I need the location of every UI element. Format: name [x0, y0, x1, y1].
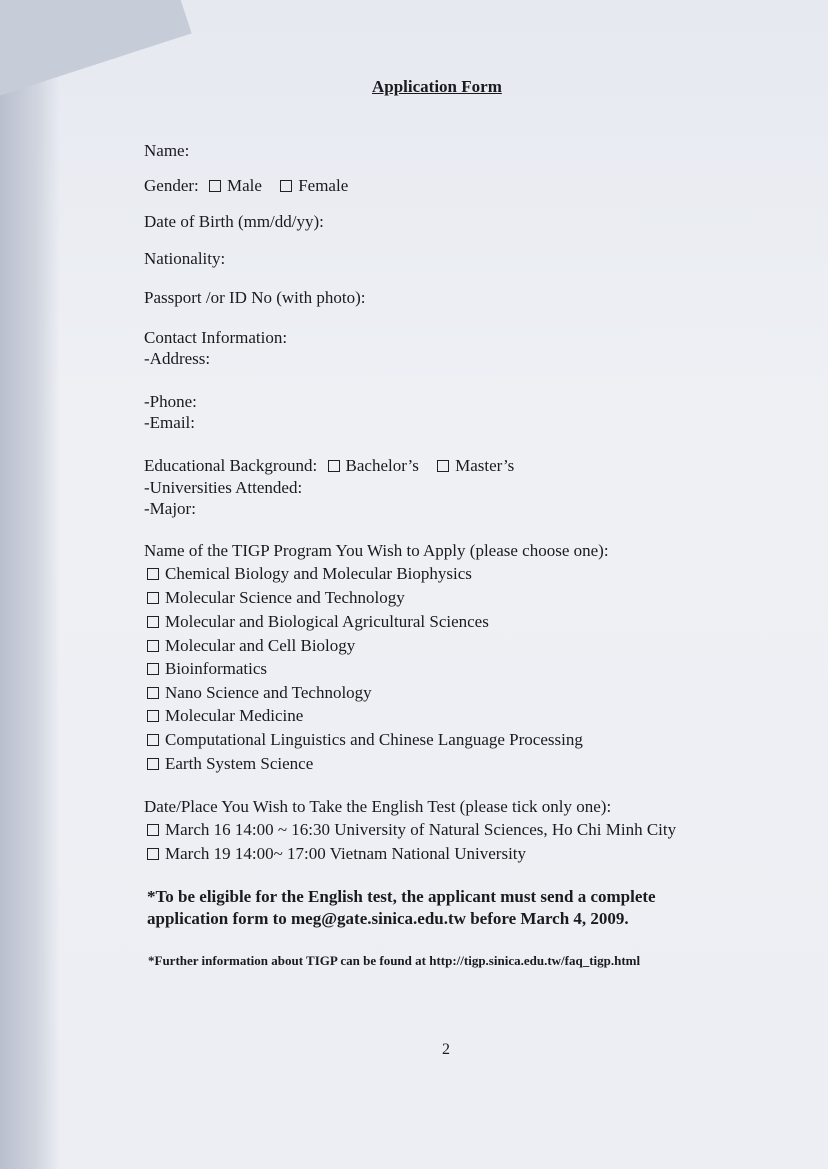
program-label: Molecular and Cell Biology [165, 636, 356, 655]
program-label: Chemical Biology and Molecular Biophysics [165, 564, 472, 583]
master-checkbox[interactable] [437, 460, 449, 472]
address-label: -Address: [144, 349, 211, 368]
test-option-label: March 16 14:00 ~ 16:30 University of Natural Sciences, Ho Chi Minh City [165, 820, 677, 839]
male-checkbox[interactable] [209, 180, 221, 192]
female-checkbox[interactable] [280, 180, 292, 192]
program-label: Earth System Science [165, 754, 314, 773]
program-checkbox[interactable] [147, 640, 159, 652]
gender-label: Gender: [144, 176, 199, 195]
program-checkbox[interactable] [147, 758, 159, 770]
eligibility-note-line2: application form to meg@gate.sinica.edu.tw before March 4, 2009. [147, 909, 629, 928]
program-label: Bioinformatics [165, 659, 267, 678]
program-option[interactable] [147, 730, 583, 750]
contact-label: Contact Information: [144, 328, 288, 347]
email-label: -Email: [144, 413, 195, 432]
female-option-label: Female [298, 176, 349, 195]
test-checkbox[interactable] [147, 824, 159, 836]
program-label: Nano Science and Technology [165, 683, 372, 702]
program-checkbox[interactable] [147, 687, 159, 699]
dob-label: Date of Birth (mm/dd/yy): [144, 212, 324, 231]
education-label: Educational Background: [144, 456, 318, 475]
program-option[interactable] [147, 706, 303, 726]
program-option[interactable] [147, 588, 405, 608]
program-option[interactable] [147, 683, 372, 703]
program-checkbox[interactable] [147, 592, 159, 604]
program-option[interactable] [147, 636, 355, 656]
eligibility-note-line1: *To be eligible for the English test, the applicant must send a complete [147, 887, 656, 906]
program-checkbox[interactable] [147, 616, 159, 628]
test-option[interactable] [147, 844, 526, 864]
test-checkbox[interactable] [147, 848, 159, 860]
test-heading: Date/Place You Wish to Take the English Test (please tick only one): [144, 797, 612, 816]
program-label: Molecular Science and Technology [165, 588, 405, 607]
program-checkbox[interactable] [147, 663, 159, 675]
program-checkbox[interactable] [147, 710, 159, 722]
test-option[interactable] [147, 820, 676, 840]
bachelor-checkbox[interactable] [328, 460, 340, 472]
master-option-label: Master’s [455, 456, 515, 475]
bachelor-option-label: Bachelor’s [345, 456, 419, 475]
program-option[interactable] [147, 612, 489, 632]
program-checkbox[interactable] [147, 568, 159, 580]
gender-row [144, 176, 348, 196]
major-label: -Major: [144, 499, 196, 518]
program-option[interactable] [147, 754, 313, 774]
phone-label: -Phone: [144, 392, 197, 411]
test-option-label: March 19 14:00~ 17:00 Vietnam National University [165, 844, 527, 863]
program-label: Molecular and Biological Agricultural Sciences [165, 612, 489, 631]
male-option-label: Male [227, 176, 262, 195]
passport-label: Passport /or ID No (with photo): [144, 288, 366, 307]
further-info-note: *Further information about TIGP can be found at http://tigp.sinica.edu.tw/faq_tigp.html [148, 953, 641, 968]
program-option[interactable] [147, 564, 472, 584]
program-heading: Name of the TIGP Program You Wish to Apply (please choose one): [144, 541, 609, 560]
form-title: Application Form [372, 77, 502, 96]
page-shadow-edge [0, 0, 60, 1169]
folded-corner [0, 0, 192, 101]
program-label: Molecular Medicine [165, 706, 304, 725]
page-number: 2 [442, 1041, 450, 1058]
program-checkbox[interactable] [147, 734, 159, 746]
universities-label: -Universities Attended: [144, 478, 303, 497]
education-row [144, 456, 514, 476]
program-label: Computational Linguistics and Chinese Language Processing [165, 730, 583, 749]
nationality-label: Nationality: [144, 249, 226, 268]
program-option[interactable] [147, 659, 267, 679]
name-label: Name: [144, 141, 190, 160]
